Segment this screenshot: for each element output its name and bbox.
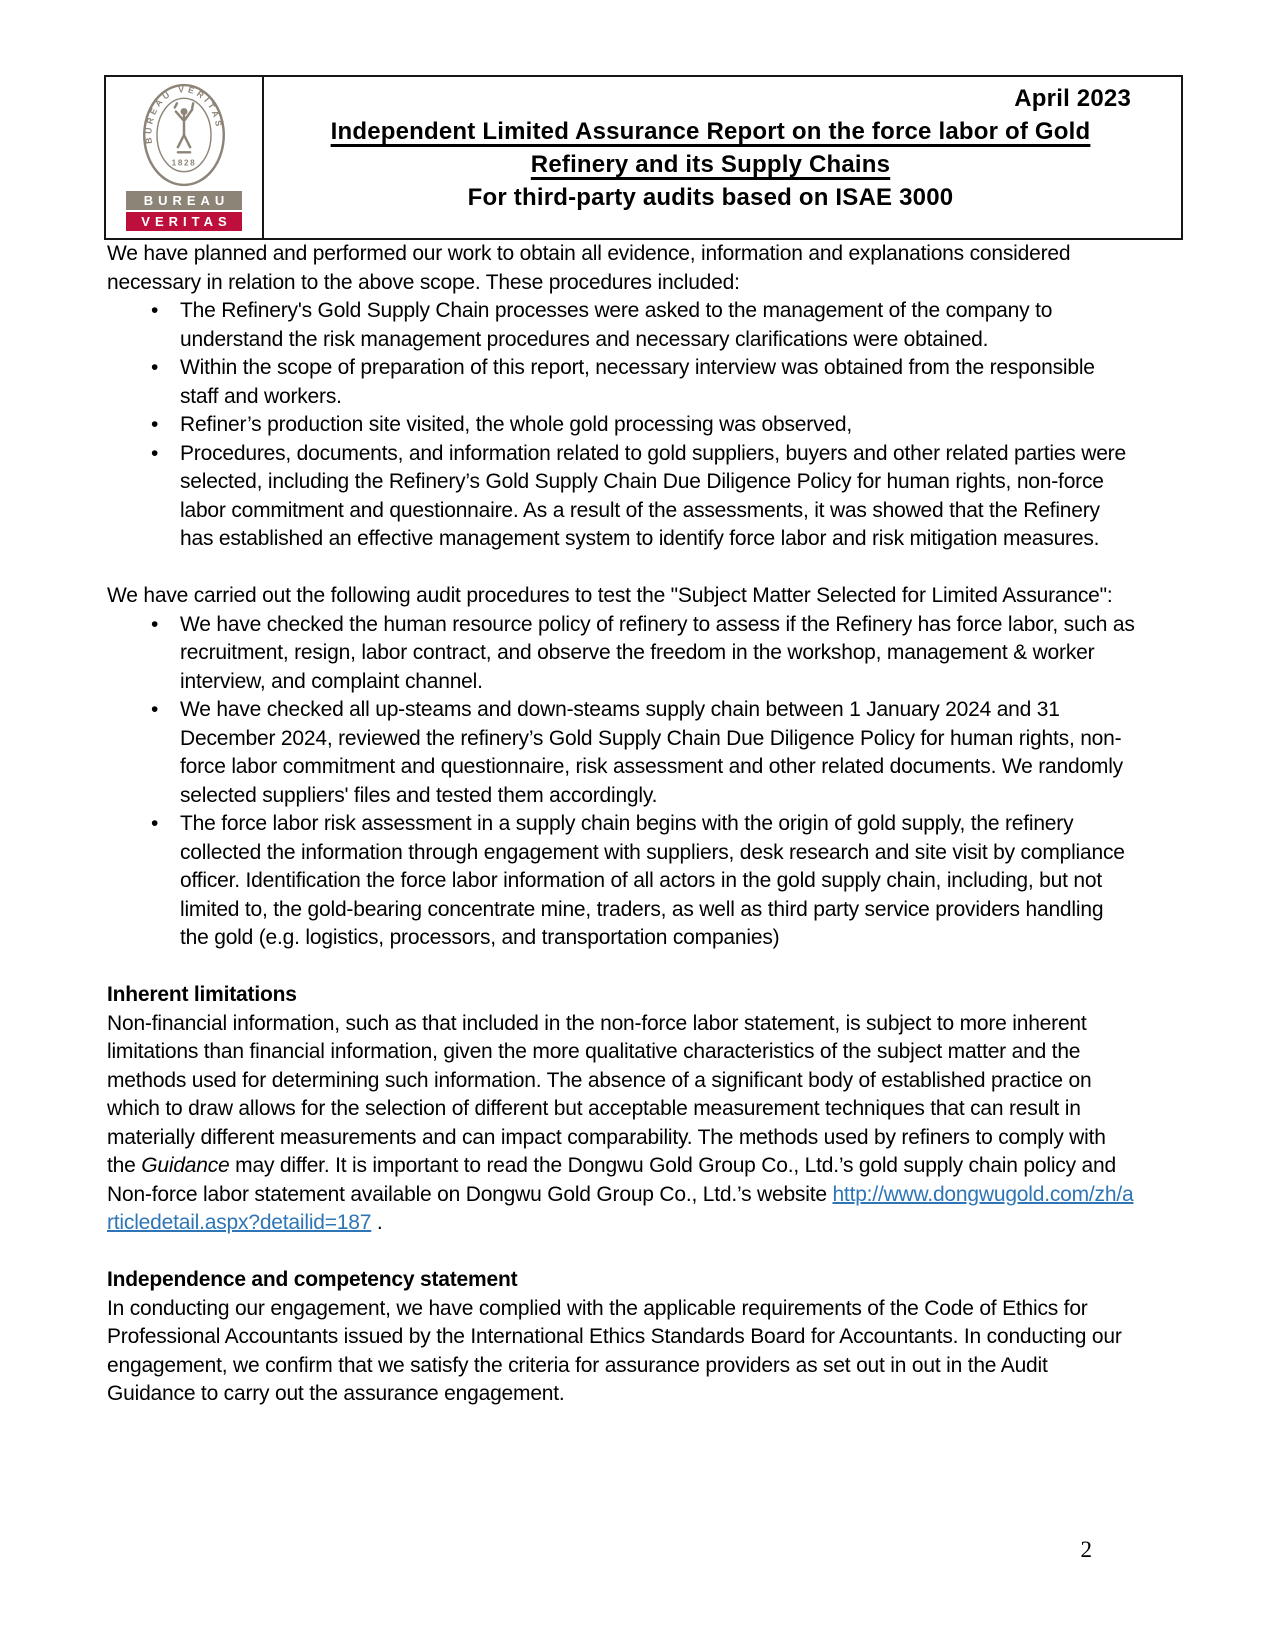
procedures-list: [107, 297, 1137, 554]
emblem-arc-text: BUREAU VERITAS: [143, 84, 225, 145]
page-number: 2: [1080, 1537, 1092, 1562]
independence-heading: Independence and competency statement: [107, 1268, 518, 1291]
list-item: • The Refinery's Gold Supply Chain processes were asked to the management of the company to understand the risk management procedures and necessary clarifications were obtained.: [107, 297, 1137, 354]
bv-figure-icon: [175, 103, 193, 152]
paragraph-text: Non-financial information, such as that included in the non-force labor statement, is subject to more inherent limitations than financial information, given the more qualitative characteristics of the subject matter and the methods used for determining such information. The absence of a significant body of established practice on which to draw allows for the selection of different but acceptable measurement techniques that can result in materially different measurements and can impact comparability. The methods used by refiners to comply with the: [107, 1011, 1106, 1177]
list-item: • We have checked all up-steams and down-steams supply chain between 1 January 2024 and 31 December 2024, reviewed the refinery’s Gold Supply Chain Due Diligence Policy for human rights, non-force labor commitment and questionnaire, risk assessment and other related documents. We randomly selected suppliers' files and tested them accordingly.: [107, 696, 1137, 810]
independence-paragraph: In conducting our engagement, we have complied with the applicable requirements of the Code of Ethics for Professional Accountants issued by the International Ethics Standards Board for Accountants. In conducting our engagement, we confirm that we satisfy the criteria for assurance providers as set out in out in the Audit Guidance to carry out the assurance engagement.: [107, 1296, 1122, 1405]
bureau-veritas-logo: [106, 77, 264, 238]
guidance-italic-term: Guidance: [141, 1154, 230, 1177]
paragraph-text: may differ. It is important to read the Dongwu Gold Group Co., Ltd.’s gold supply chain policy and Non-force labor statement available on Dongwu Gold Group Co., Ltd.’s website: [107, 1154, 1116, 1206]
report-subtitle: For third-party audits based on ISAE 3000: [467, 184, 954, 211]
report-title-line-1: Independent Limited Assurance Report on the force labor of Gold: [330, 118, 1091, 145]
inherent-limitations-heading: Inherent limitations: [107, 983, 297, 1006]
report-body: [107, 240, 1137, 1409]
list-item: • The force labor risk assessment in a supply chain begins with the origin of gold supply, the refinery collected the information through engagement with suppliers, desk research and site visit by compliance officer. Identification the force labor information of all actors in the gold supply chain, including, but not limited to, the gold-bearing concentrate mine, traders, as well as third party service providers handling the gold (e.g. logistics, processors, and transportation companies): [107, 810, 1137, 953]
logo-bar-veritas: VERITAS: [126, 212, 242, 231]
dongwu-website-link[interactable]: http://www.dongwugold.com/zh/articledetail.aspx?detailid=187: [107, 1182, 1134, 1234]
list-item: • Procedures, documents, and information related to gold suppliers, buyers and other related parties were selected, including the Refinery’s Gold Supply Chain Due Diligence Policy for human rights, non-force labor commitment and questionnaire. As a result of the assessments, it was showed that the Refinery has established an effective management system to identify force labor and risk mitigation measures.: [107, 440, 1137, 554]
header-title-block: [264, 77, 1181, 238]
audit-paragraph: We have carried out the following audit procedures to test the "Subject Matter Selected for Limited Assurance":: [107, 584, 1113, 607]
inherent-limitations-paragraph: [107, 1010, 1137, 1238]
list-item: • Within the scope of preparation of this report, necessary interview was obtained from the responsible staff and workers.: [107, 354, 1137, 411]
audit-procedures-list: [107, 611, 1137, 953]
emblem-year: 1828: [171, 158, 197, 168]
report-title-line-2: Refinery and its Supply Chains: [530, 151, 891, 178]
paragraph-text: .: [371, 1211, 383, 1234]
intro-paragraph: We have planned and performed our work to obtain all evidence, information and explanations considered necessary in relation to the above scope. These procedures included:: [107, 242, 1071, 294]
report-header-box: [104, 75, 1183, 240]
report-date: April 2023: [1014, 85, 1131, 112]
logo-bar-bureau: BUREAU: [126, 191, 242, 210]
bureau-veritas-emblem-icon: [132, 82, 236, 188]
logo-wordmark: [126, 191, 242, 231]
list-item: • We have checked the human resource policy of refinery to assess if the Refinery has force labor, such as recruitment, resign, labor contract, and observe the freedom in the workshop, management & worker interview, and complaint channel.: [107, 611, 1137, 697]
list-item: • Refiner’s production site visited, the whole gold processing was observed,: [107, 411, 1137, 440]
